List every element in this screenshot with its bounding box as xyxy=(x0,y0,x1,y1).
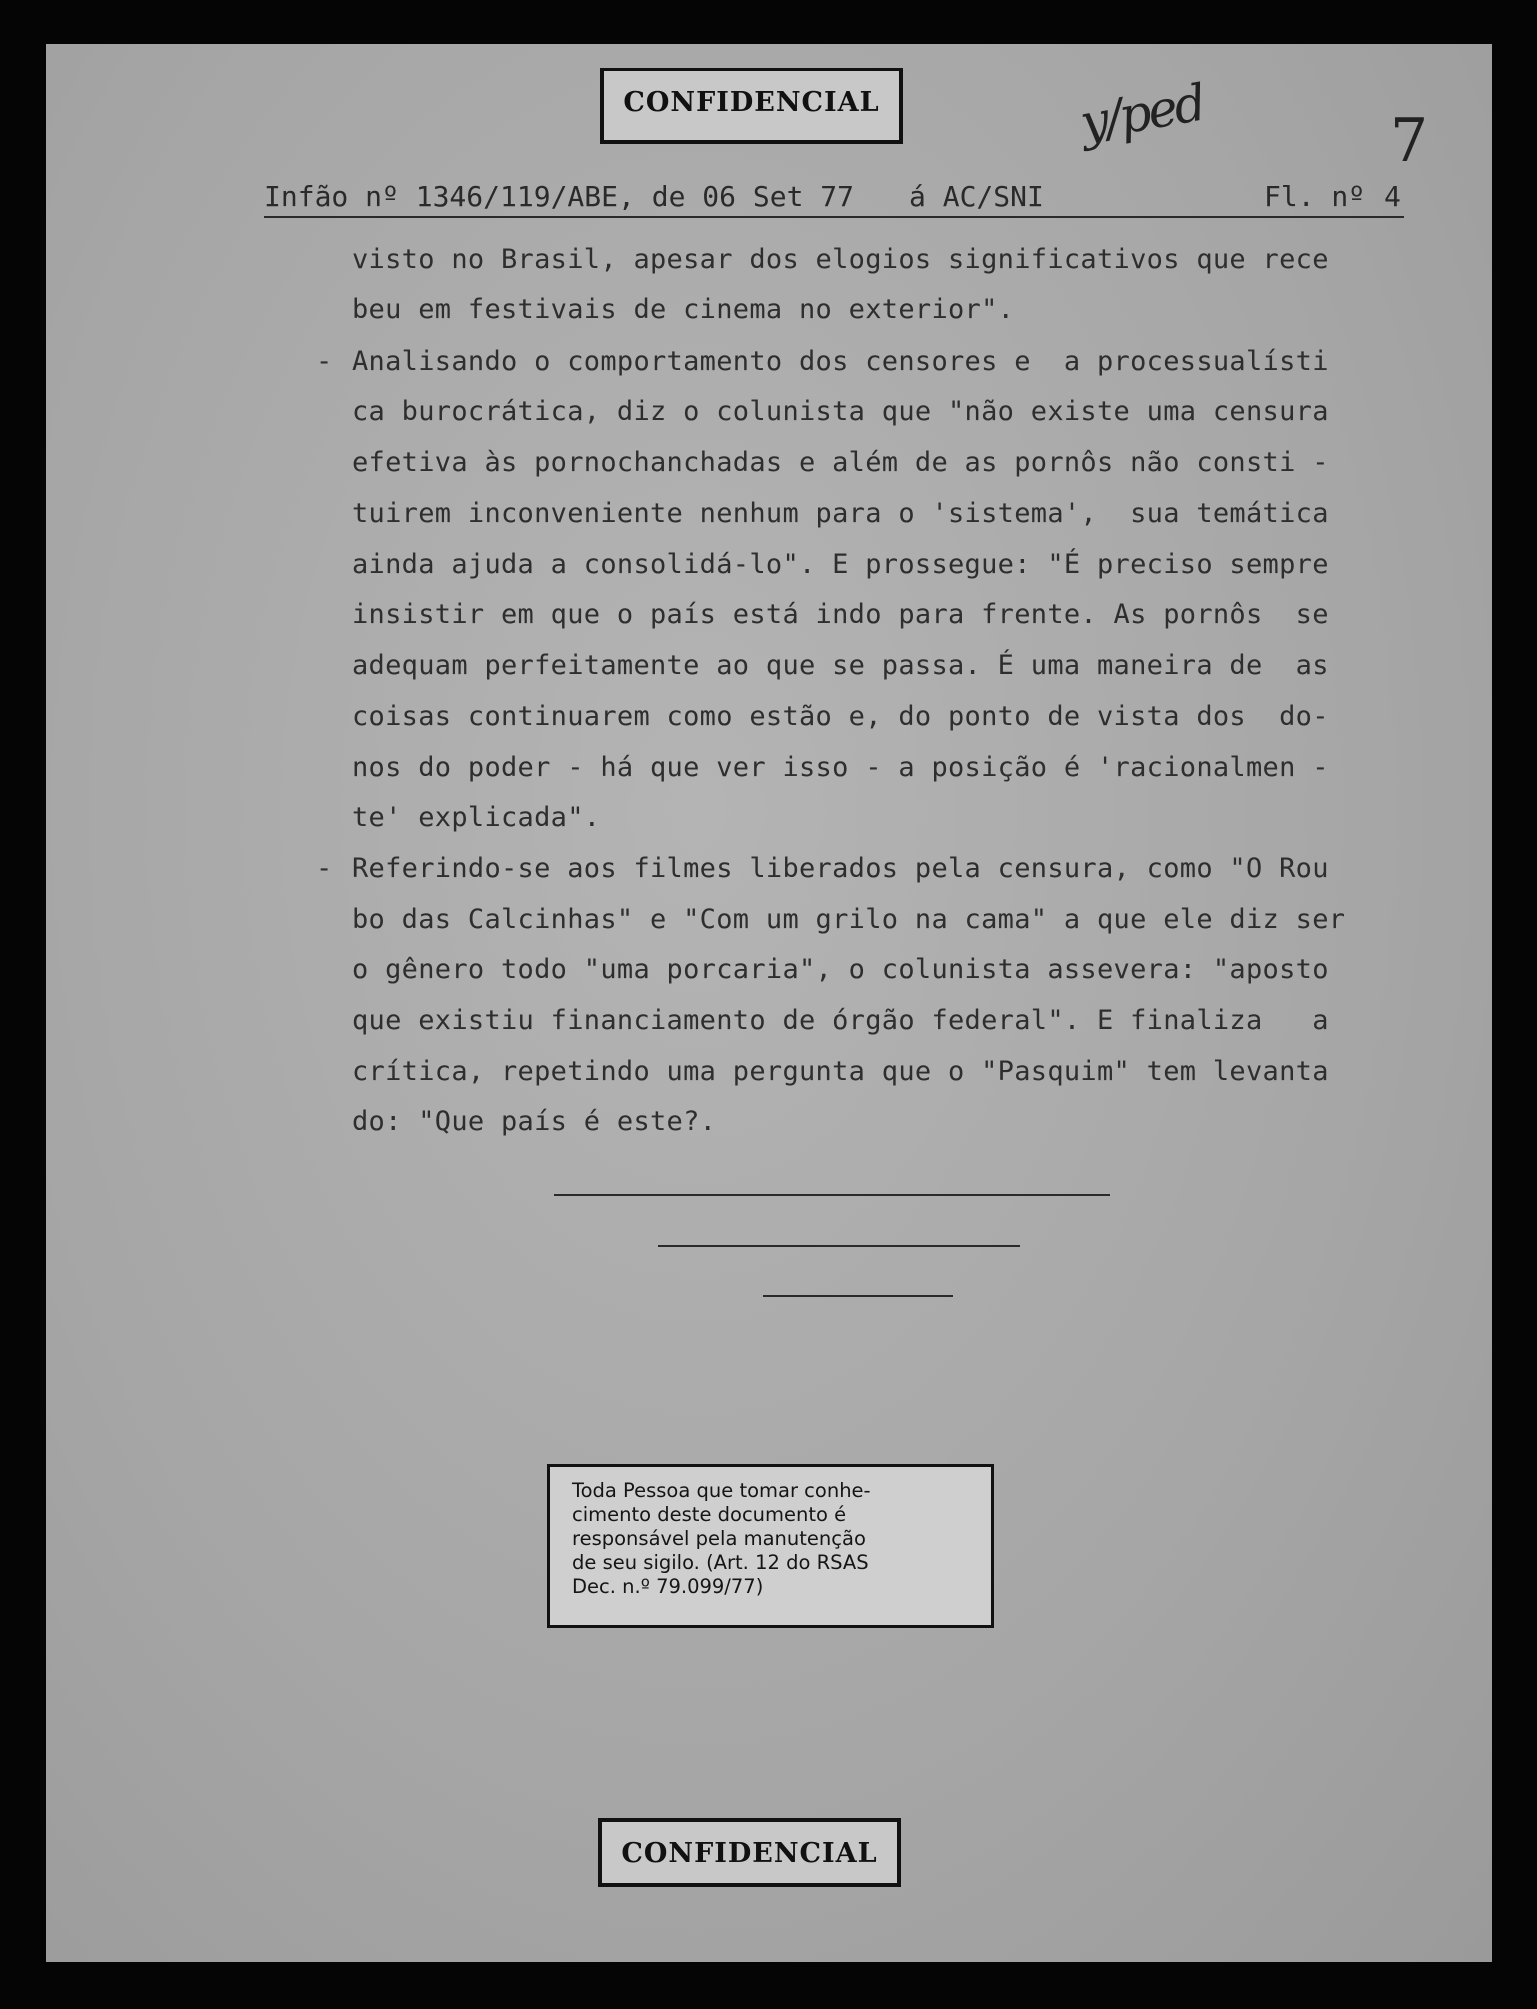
notice-line: Dec. n.º 79.099/77) xyxy=(572,1575,764,1598)
body-line: te' explicada". xyxy=(352,802,601,833)
body-line: coisas continuarem como estão e, do ponto de vista dos do- xyxy=(352,701,1329,732)
handwritten-page-mark: 7 xyxy=(1390,106,1426,176)
body-line: bo das Calcinhas" e "Com um grilo na cama" a que ele diz ser xyxy=(352,904,1346,935)
folio-number: 4 xyxy=(1384,180,1401,213)
body-line: o gênero todo "uma porcaria", o colunista assevera: "aposto xyxy=(352,954,1329,985)
body-line: ainda ajuda a consolidá-lo". E prossegue: "É preciso sempre xyxy=(352,549,1329,580)
document-destination: á AC/SNI xyxy=(909,180,1044,213)
bullet-dash: - xyxy=(316,346,333,377)
body-line: efetiva às pornochanchadas e além de as pornôs não consti - xyxy=(352,447,1329,478)
document-header xyxy=(264,180,1404,218)
body-line: Referindo-se aos filmes liberados pela censura, como "O Rou xyxy=(352,853,1329,884)
body-line: adequam perfeitamente ao que se passa. É uma maneira de as xyxy=(352,650,1329,681)
handwritten-initials: y/ped xyxy=(1075,73,1208,153)
body-line: insistir em que o país está indo para frente. As pornôs se xyxy=(352,599,1329,630)
body-line: tuirem inconveniente nenhum para o 'sistema', sua temática xyxy=(352,498,1329,529)
body-line: que existiu financiamento de órgão federal". E finaliza a xyxy=(352,1005,1329,1036)
body-line: Analisando o comportamento dos censores e a processualísti xyxy=(352,346,1329,377)
document-page xyxy=(46,44,1492,1962)
bullet-dash: - xyxy=(316,853,333,884)
body-line: nos do poder - há que ver isso - a posição é 'racionalmen - xyxy=(352,752,1329,783)
folio-label: Fl. nº xyxy=(1264,180,1366,213)
confidential-stamp-top: CONFIDENCIAL xyxy=(600,68,903,144)
notice-line: Toda Pessoa que tomar conhe- xyxy=(572,1479,871,1502)
body-line: ca burocrática, diz o colunista que "não existe uma censura xyxy=(352,396,1329,427)
confidential-stamp-bottom: CONFIDENCIAL xyxy=(598,1818,901,1887)
end-rule-short xyxy=(763,1295,953,1297)
document-reference: Infão nº 1346/119/ABE, de 06 Set 77 xyxy=(264,180,855,213)
notice-line: de seu sigilo. (Art. 12 do RSAS xyxy=(572,1551,869,1574)
body-line: visto no Brasil, apesar dos elogios significativos que rece xyxy=(352,244,1329,275)
notice-line: responsável pela manutenção xyxy=(572,1527,866,1550)
notice-line: cimento deste documento é xyxy=(572,1503,847,1526)
end-rule-long xyxy=(554,1194,1110,1196)
secrecy-notice-stamp xyxy=(547,1464,994,1628)
end-rule-medium xyxy=(658,1245,1020,1247)
body-line: crítica, repetindo uma pergunta que o "Pasquim" tem levanta xyxy=(352,1056,1329,1087)
body-line: beu em festivais de cinema no exterior". xyxy=(352,294,1015,325)
body-line: do: "Que país é este?. xyxy=(352,1106,717,1137)
